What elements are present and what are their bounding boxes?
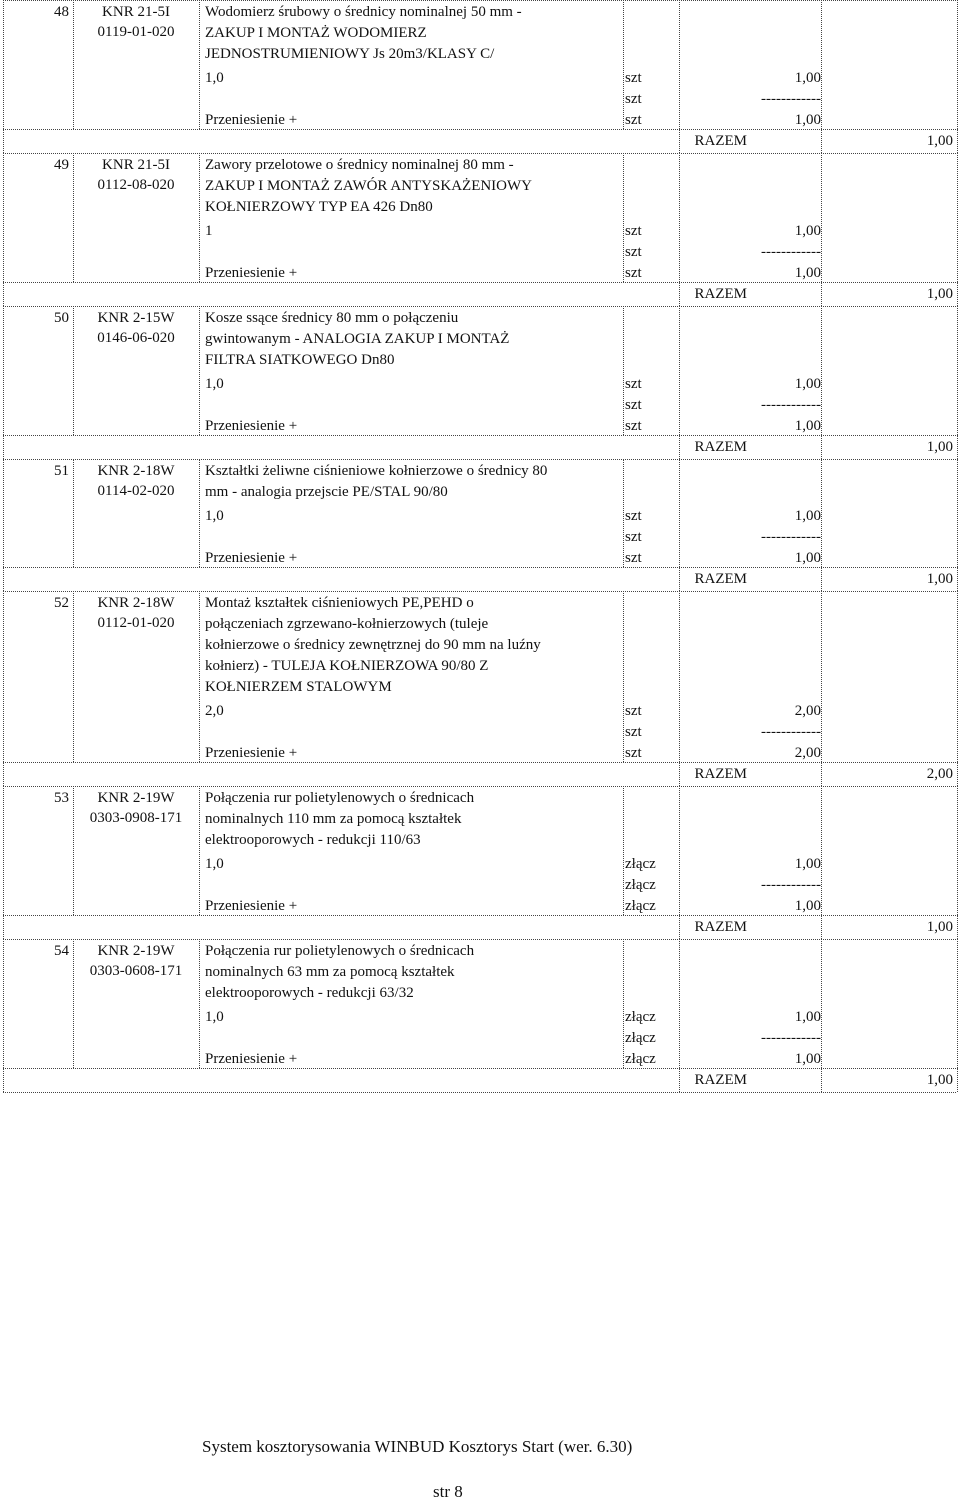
item-row: [3, 546, 956, 567]
description-line: FILTRA SIATKOWEGO Dn80: [205, 352, 395, 368]
item-code-position: 0112-08-020: [97, 176, 175, 193]
description-line: nominalnych 110 mm za pomocą kształtek: [205, 811, 462, 827]
description-line: KOŁNIERZOWY TYP EA 426 Dn80: [205, 199, 433, 215]
total-label: RAZEM: [694, 286, 747, 302]
total-label: RAZEM: [694, 439, 747, 455]
item-description: [205, 789, 623, 852]
row-divider: [3, 1092, 956, 1093]
unit: złącz: [625, 898, 656, 914]
item-row: [3, 240, 956, 261]
carry-value: 1,00: [794, 1051, 821, 1067]
value: 1,00: [794, 1009, 821, 1025]
total-value: 1,00: [926, 286, 953, 302]
description-line: Zawory przelotowe o średnicy nominalnej 80 mm -: [205, 157, 514, 173]
total-value: 1,00: [926, 133, 953, 149]
estimate-item: [3, 306, 956, 459]
item-code-position: 0146-06-020: [97, 329, 175, 346]
unit: szt: [625, 223, 642, 239]
unit: szt: [625, 703, 642, 719]
item-code: [77, 309, 195, 348]
unit: złącz: [625, 856, 656, 872]
quantity: 1,0: [205, 70, 224, 86]
unit: szt: [625, 70, 642, 86]
carry-value: 1,00: [794, 550, 821, 566]
value: 1,00: [794, 223, 821, 239]
unit: złącz: [625, 1051, 656, 1067]
total-value: 2,00: [926, 766, 953, 782]
description-line: Kształtki żeliwne ciśnieniowe kołnierzowe o średnicy 80: [205, 463, 548, 479]
total-row: [3, 282, 956, 303]
unit: szt: [625, 244, 642, 260]
item-row: [3, 525, 956, 546]
column-divider: [957, 0, 958, 129]
separator-dashes: ------------: [761, 1030, 821, 1046]
item-number: 54: [54, 943, 69, 959]
item-row: [3, 1026, 956, 1047]
description-line: ZAKUP I MONTAŻ ZAWÓR ANTYSKAŻENIOWY: [205, 178, 533, 194]
item-row: [3, 372, 956, 393]
item-description: [205, 309, 623, 372]
estimate-item: [3, 591, 956, 786]
description-line: nominalnych 63 mm za pomocą kształtek: [205, 964, 455, 980]
value: 1,00: [794, 70, 821, 86]
row-divider: [3, 939, 956, 940]
carry-label: Przeniesienie +: [205, 550, 298, 566]
carry-label: Przeniesienie +: [205, 1051, 298, 1067]
value: 2,00: [794, 703, 821, 719]
separator-dashes: ------------: [761, 91, 821, 107]
carry-value: 1,00: [794, 898, 821, 914]
item-code-position: 0114-02-020: [97, 482, 175, 499]
carry-value: 2,00: [794, 745, 821, 761]
total-label: RAZEM: [694, 919, 747, 935]
description-line: elektrooporowych - redukcji 63/32: [205, 985, 414, 1001]
total-row: [3, 915, 956, 936]
item-row: [3, 699, 956, 720]
item-number: 52: [54, 595, 69, 611]
unit: złącz: [625, 877, 656, 893]
unit: złącz: [625, 1030, 656, 1046]
cost-estimate-table: [3, 0, 956, 1092]
value: 1,00: [794, 856, 821, 872]
item-code-catalog: KNR 2-15W: [97, 310, 175, 326]
item-code-position: 0303-0908-171: [89, 809, 183, 826]
total-row: [3, 129, 956, 150]
column-divider: [957, 282, 958, 306]
item-row: [3, 87, 956, 108]
description-line: Wodomierz śrubowy o średnicy nominalnej 50 mm -: [205, 4, 522, 20]
item-row: [3, 414, 956, 435]
column-divider: [957, 153, 958, 282]
description-line: kołnierzowe o średnicy zewnętrznej do 90 mm na luźny: [205, 637, 541, 653]
unit: szt: [625, 745, 642, 761]
item-code-catalog: KNR 2-19W: [97, 943, 175, 959]
description-line: Połączenia rur polietylenowych o średnicach: [205, 790, 475, 806]
item-code: [77, 942, 195, 981]
item-description: [205, 156, 623, 219]
total-value: 1,00: [926, 919, 953, 935]
item-row: [3, 873, 956, 894]
unit: szt: [625, 376, 642, 392]
footer-system-name: System kosztorysowania WINBUD Kosztorys Start (wer. 6.30): [202, 1437, 633, 1456]
item-code: [77, 156, 195, 195]
item-description: [205, 462, 623, 504]
column-divider: [957, 435, 958, 459]
carry-label: Przeniesienie +: [205, 265, 298, 281]
column-divider: [957, 459, 958, 567]
row-divider: [3, 306, 956, 307]
row-divider: [3, 459, 956, 460]
item-row: [3, 504, 956, 525]
item-code: [77, 594, 195, 633]
unit: szt: [625, 550, 642, 566]
row-divider: [3, 0, 956, 1]
total-label: RAZEM: [694, 1072, 747, 1088]
column-divider: [957, 129, 958, 153]
description-line: gwintowanym - ANALOGIA ZAKUP I MONTAŻ: [205, 331, 510, 347]
quantity: 2,0: [205, 703, 224, 719]
column-divider: [957, 786, 958, 915]
description-line: połączeniach zgrzewano-kołnierzowych (tuleje: [205, 616, 489, 632]
unit: szt: [625, 91, 642, 107]
estimate-item: [3, 939, 956, 1092]
column-divider: [957, 915, 958, 939]
item-code-position: 0119-01-020: [97, 23, 175, 40]
total-value: 1,00: [926, 571, 953, 587]
item-number: 51: [54, 463, 69, 479]
item-row: [3, 1005, 956, 1026]
description-line: Kosze ssące średnicy 80 mm o połączeniu: [205, 310, 459, 326]
item-row: [3, 108, 956, 129]
estimate-item: [3, 0, 956, 153]
item-row: [3, 219, 956, 240]
total-label: RAZEM: [694, 766, 747, 782]
item-code-catalog: KNR 2-18W: [97, 463, 175, 479]
total-value: 1,00: [926, 439, 953, 455]
value: 1,00: [794, 508, 821, 524]
description-line: mm - analogia przejscie PE/STAL 90/80: [205, 484, 448, 500]
estimate-item: [3, 786, 956, 939]
unit: szt: [625, 529, 642, 545]
carry-value: 1,00: [794, 418, 821, 434]
item-number: 53: [54, 790, 69, 806]
description-line: kołnierz) - TULEJA KOŁNIERZOWA 90/80 Z: [205, 658, 489, 674]
description-line: Połączenia rur polietylenowych o średnicach: [205, 943, 475, 959]
item-code: [77, 789, 195, 828]
item-description: [205, 3, 623, 66]
page-number: str 8: [433, 1482, 463, 1501]
unit: szt: [625, 397, 642, 413]
carry-label: Przeniesienie +: [205, 418, 298, 434]
total-row: [3, 1068, 956, 1089]
quantity: 1,0: [205, 1009, 224, 1025]
item-row: [3, 393, 956, 414]
item-row: [3, 894, 956, 915]
item-code: [77, 462, 195, 501]
item-number: 49: [54, 157, 69, 173]
item-code: [77, 3, 195, 42]
total-label: RAZEM: [694, 133, 747, 149]
carry-label: Przeniesienie +: [205, 745, 298, 761]
estimate-item: [3, 153, 956, 306]
unit: złącz: [625, 1009, 656, 1025]
item-code-position: 0112-01-020: [97, 614, 175, 631]
carry-label: Przeniesienie +: [205, 898, 298, 914]
item-code-catalog: KNR 2-19W: [97, 790, 175, 806]
column-divider: [957, 306, 958, 435]
item-row: [3, 66, 956, 87]
item-row: [3, 741, 956, 762]
quantity: 1,0: [205, 856, 224, 872]
estimate-item: [3, 459, 956, 591]
total-value: 1,00: [926, 1072, 953, 1088]
quantity: 1,0: [205, 508, 224, 524]
column-divider: [957, 567, 958, 591]
item-row: [3, 261, 956, 282]
description-line: elektrooporowych - redukcji 110/63: [205, 832, 421, 848]
description-line: ZAKUP I MONTAŻ WODOMIERZ: [205, 25, 427, 41]
separator-dashes: ------------: [761, 397, 821, 413]
row-divider: [3, 591, 956, 592]
column-divider: [957, 1068, 958, 1092]
item-code-catalog: KNR 21-5I: [102, 4, 170, 20]
separator-dashes: ------------: [761, 529, 821, 545]
unit: szt: [625, 112, 642, 128]
column-divider: [957, 939, 958, 1068]
unit: szt: [625, 265, 642, 281]
quantity: 1: [205, 223, 213, 239]
description-line: JEDNOSTRUMIENIOWY Js 20m3/KLASY C/: [205, 46, 495, 62]
item-code-catalog: KNR 21-5I: [102, 157, 170, 173]
carry-label: Przeniesienie +: [205, 112, 298, 128]
separator-dashes: ------------: [761, 724, 821, 740]
total-row: [3, 567, 956, 588]
column-divider: [957, 762, 958, 786]
item-description: [205, 942, 623, 1005]
total-row: [3, 435, 956, 456]
item-code-position: 0303-0608-171: [89, 962, 183, 979]
row-divider: [3, 153, 956, 154]
unit: szt: [625, 724, 642, 740]
item-row: [3, 852, 956, 873]
item-row: [3, 1047, 956, 1068]
item-description: [205, 594, 623, 699]
item-code-catalog: KNR 2-18W: [97, 595, 175, 611]
separator-dashes: ------------: [761, 877, 821, 893]
carry-value: 1,00: [794, 112, 821, 128]
carry-value: 1,00: [794, 265, 821, 281]
item-row: [3, 720, 956, 741]
item-number: 50: [54, 310, 69, 326]
unit: szt: [625, 508, 642, 524]
quantity: 1,0: [205, 376, 224, 392]
row-divider: [3, 786, 956, 787]
unit: szt: [625, 418, 642, 434]
description-line: Montaż kształtek ciśnieniowych PE,PEHD o: [205, 595, 474, 611]
total-row: [3, 762, 956, 783]
column-divider: [957, 591, 958, 762]
total-label: RAZEM: [694, 571, 747, 587]
description-line: KOŁNIERZEM STALOWYM: [205, 679, 392, 695]
separator-dashes: ------------: [761, 244, 821, 260]
item-number: 48: [54, 4, 69, 20]
value: 1,00: [794, 376, 821, 392]
